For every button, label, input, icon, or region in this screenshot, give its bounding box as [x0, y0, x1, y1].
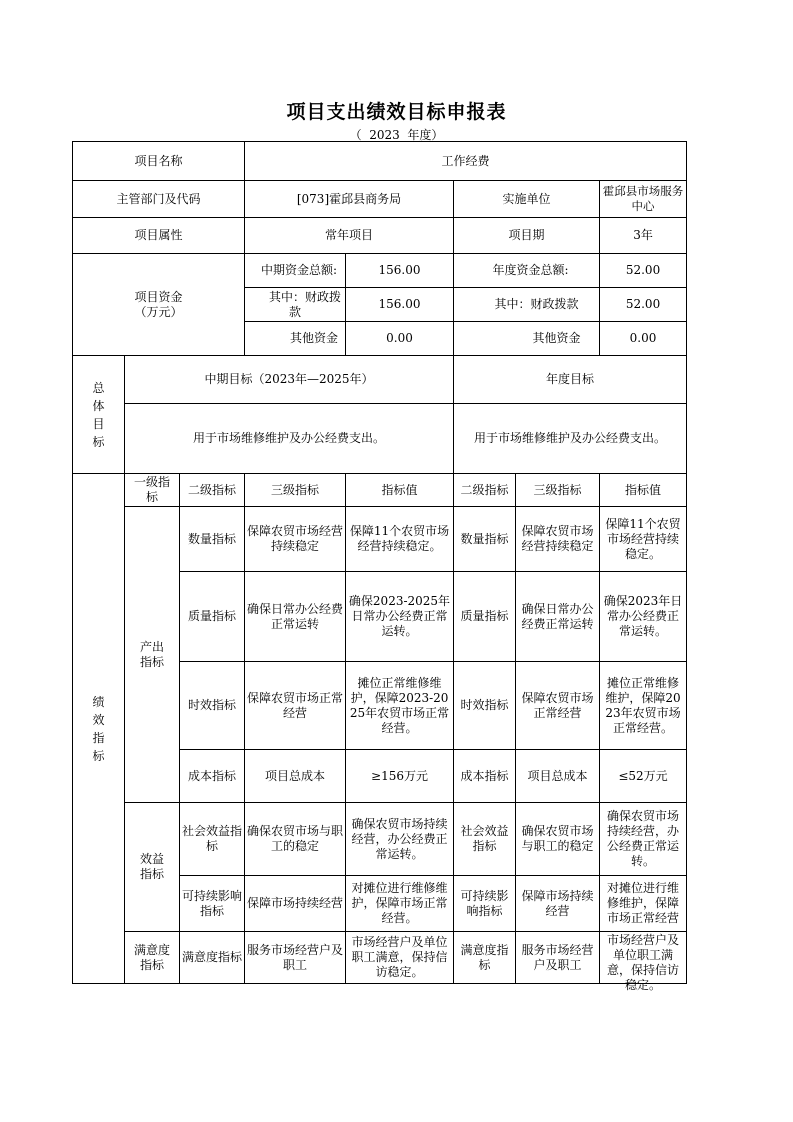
- annual-fiscal-label: 其中：财政拨款: [454, 288, 600, 322]
- row-level2: 成本指标: [180, 750, 245, 803]
- dept-label: 主管部门及代码: [73, 181, 245, 218]
- row-value: 摊位正常维修维护，保障2023-2025年农贸市场正常经营。: [346, 662, 454, 750]
- mid-fiscal-label: 其中：财政拨款: [245, 288, 346, 322]
- header-value-annual: 指标值: [600, 474, 687, 507]
- header-value: 指标值: [346, 474, 454, 507]
- row-level3-annual: 项目总成本: [516, 750, 600, 803]
- row-value-annual: ≤52万元: [600, 750, 687, 803]
- header-level2: 二级指标: [180, 474, 245, 507]
- overall-goal-label: 总体目标: [73, 356, 125, 474]
- attr-value: 常年项目: [245, 218, 454, 254]
- attr-label: 项目属性: [73, 218, 245, 254]
- row-value-annual: 确保2023年日常办公经费正常运转。: [600, 572, 687, 662]
- project-name-label: 项目名称: [73, 142, 245, 181]
- row-overall-header: [73, 356, 687, 404]
- row-level3: 保障农贸市场正常经营: [245, 662, 346, 750]
- table-row: [73, 932, 687, 984]
- annual-other-value: 0.00: [600, 322, 687, 356]
- mid-goal-header: 中期目标（2023年—2025年）: [125, 356, 454, 404]
- row-level2: 时效指标: [180, 662, 245, 750]
- row-level2: 可持续影响指标: [180, 876, 245, 932]
- row-value: 确保2023-2025年日常办公经费正常运转。: [346, 572, 454, 662]
- row-project-name: [73, 142, 687, 181]
- row-attribute: [73, 218, 687, 254]
- mid-other-label: 其他资金: [245, 322, 346, 356]
- output-indicator-label: 产出指标: [125, 507, 180, 803]
- row-value: 保障11个农贸市场经营持续稳定。: [346, 507, 454, 572]
- row-level3: 保障市场持续经营: [245, 876, 346, 932]
- mid-total-label: 中期资金总额:: [245, 254, 346, 288]
- row-value: ≥156万元: [346, 750, 454, 803]
- table-row: [73, 803, 687, 876]
- annual-fiscal-value: 52.00: [600, 288, 687, 322]
- row-level2-annual: 成本指标: [454, 750, 516, 803]
- row-value: 确保农贸市场持续经营，办公经费正常运转。: [346, 803, 454, 876]
- row-level2-annual: 满意度指标: [454, 932, 516, 984]
- annual-goal-header: 年度目标: [454, 356, 687, 404]
- form-title: 项目支出绩效目标申报表: [286, 101, 507, 123]
- period-label: 项目期: [454, 218, 600, 254]
- row-level3-annual: 保障农贸市场正常经营: [516, 662, 600, 750]
- row-value-annual: 确保农贸市场持续经营，办公经费正常运转。: [600, 803, 687, 876]
- row-value-annual: 摊位正常维修维护，保障2023年农贸市场正常经营。: [600, 662, 687, 750]
- row-level3: 项目总成本: [245, 750, 346, 803]
- row-value-annual: 对摊位进行维修维护，保障市场正常经营: [600, 876, 687, 932]
- row-level3: 保障农贸市场经营持续稳定: [245, 507, 346, 572]
- row-level3-annual: 确保日常办公经费正常运转: [516, 572, 600, 662]
- mid-total-value: 156.00: [346, 254, 454, 288]
- header-level2-annual: 二级指标: [454, 474, 516, 507]
- mid-fiscal-value: 156.00: [346, 288, 454, 322]
- row-level2: 质量指标: [180, 572, 245, 662]
- annual-goal-text: 用于市场维修维护及办公经费支出。: [454, 404, 687, 474]
- row-value: 市场经营户及单位职工满意，保持信访稳定。: [346, 932, 454, 984]
- row-level3: 确保日常办公经费正常运转: [245, 572, 346, 662]
- header-level1: 一级指标: [125, 474, 180, 507]
- project-name-value: 工作经费: [245, 142, 687, 181]
- row-level3-annual: 保障农贸市场经营持续稳定: [516, 507, 600, 572]
- row-overall-text: [73, 404, 687, 474]
- dept-value: [073]霍邱县商务局: [245, 181, 454, 218]
- performance-form-table: [72, 141, 687, 992]
- row-level2-annual: 质量指标: [454, 572, 516, 662]
- row-level3-annual: 服务市场经营户及职工: [516, 932, 600, 984]
- row-value-annual: 市场经营户及单位职工满意，保持信访稳定。: [600, 932, 687, 984]
- row-level3: 确保农贸市场与职工的稳定: [245, 803, 346, 876]
- row-value: 对摊位进行维修维护，保障市场正常经营。: [346, 876, 454, 932]
- row-level2: 满意度指标: [180, 932, 245, 984]
- annual-total-label: 年度资金总额:: [454, 254, 600, 288]
- row-level3-annual: 保障市场持续经营: [516, 876, 600, 932]
- header-level3: 三级指标: [245, 474, 346, 507]
- form-year: （ 2023 年度）: [349, 128, 444, 142]
- row-level2: 社会效益指标: [180, 803, 245, 876]
- mid-other-value: 0.00: [346, 322, 454, 356]
- row-department: [73, 181, 687, 218]
- impl-unit-label: 实施单位: [454, 181, 600, 218]
- satisfaction-indicator-label: 满意度指标: [125, 932, 180, 984]
- funds-label: 项目资金 （万元）: [73, 254, 245, 356]
- row-level2-annual: 数量指标: [454, 507, 516, 572]
- row-indicator-header: [73, 474, 687, 507]
- perf-indicator-label: 绩效指标: [73, 474, 125, 984]
- row-level3: 服务市场经营户及职工: [245, 932, 346, 984]
- header-level3-annual: 三级指标: [516, 474, 600, 507]
- benefit-indicator-label: 效益指标: [125, 803, 180, 932]
- row-level2-annual: 时效指标: [454, 662, 516, 750]
- annual-other-label: 其他资金: [454, 322, 600, 356]
- row-level3-annual: 确保农贸市场与职工的稳定: [516, 803, 600, 876]
- row-value-annual: 保障11个农贸市场经营持续稳定。: [600, 507, 687, 572]
- period-value: 3年: [600, 218, 687, 254]
- mid-goal-text: 用于市场维修维护及办公经费支出。: [125, 404, 454, 474]
- row-funds-total: [73, 254, 687, 288]
- row-level2: 数量指标: [180, 507, 245, 572]
- row-level2-annual: 社会效益指标: [454, 803, 516, 876]
- row-level2-annual: 可持续影响指标: [454, 876, 516, 932]
- table-row: [73, 507, 687, 572]
- annual-total-value: 52.00: [600, 254, 687, 288]
- impl-unit-value: 霍邱县市场服务中心: [600, 181, 687, 218]
